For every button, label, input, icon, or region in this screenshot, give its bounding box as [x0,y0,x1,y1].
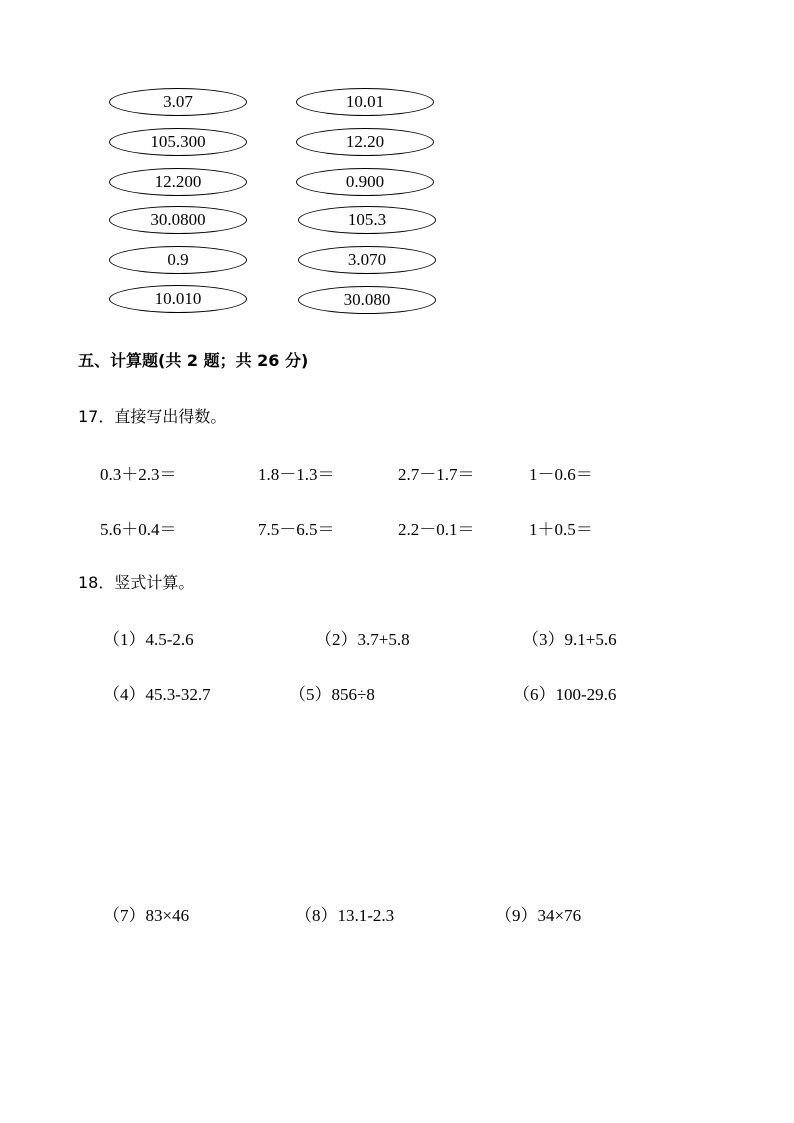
question-17-title: 17．直接写出得数。 [78,407,227,426]
oval-right-5: 3.070 [298,246,436,274]
oral-calc-8: 1＋0.5＝ [529,520,593,539]
oral-calc-6: 7.5－6.5＝ [258,520,335,539]
oral-calc-7: 2.2－0.1＝ [398,520,475,539]
vertical-calc-8: （8）13.1-2.3 [295,906,395,925]
section-title: 五、计算题(共 2 题；共 26 分) [78,351,309,370]
oval-right-4: 105.3 [298,206,436,234]
vertical-calc-1: （1）4.5-2.6 [103,630,194,649]
oral-calc-5: 5.6＋0.4＝ [100,520,177,539]
oval-right-2: 12.20 [296,128,434,156]
oval-right-3: 0.900 [296,168,434,196]
vertical-calc-6: （6）100-29.6 [513,685,617,704]
oval-left-5: 0.9 [109,246,247,274]
oval-left-3: 12.200 [109,168,247,196]
vertical-calc-7: （7）83×46 [103,906,190,925]
oral-calc-1: 0.3＋2.3＝ [100,465,177,484]
oval-right-6: 30.080 [298,286,436,314]
vertical-calc-2: （2）3.7+5.8 [315,630,410,649]
oval-left-2: 105.300 [109,128,247,156]
vertical-calc-9: （9）34×76 [495,906,582,925]
oral-calc-3: 2.7－1.7＝ [398,465,475,484]
vertical-calc-3: （3）9.1+5.6 [522,630,617,649]
vertical-calc-5: （5）856÷8 [289,685,375,704]
vertical-calc-4: （4）45.3-32.7 [103,685,211,704]
oral-calc-4: 1－0.6＝ [529,465,593,484]
oval-left-1: 3.07 [109,88,247,116]
oval-right-1: 10.01 [296,88,434,116]
question-18-title: 18．竖式计算。 [78,573,195,592]
oval-left-6: 10.010 [109,285,247,313]
oral-calc-2: 1.8－1.3＝ [258,465,335,484]
oval-left-4: 30.0800 [109,206,247,234]
